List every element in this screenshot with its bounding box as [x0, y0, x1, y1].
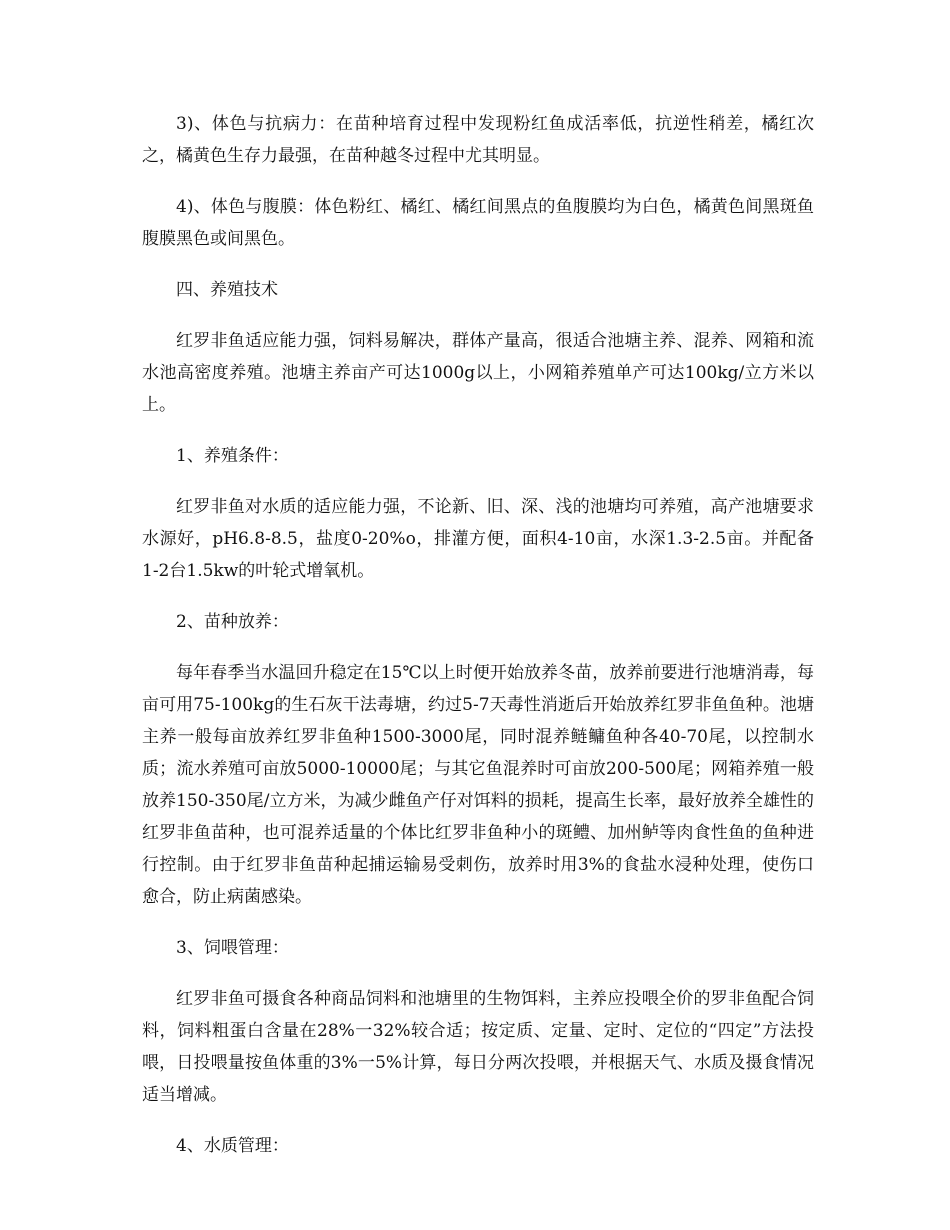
section-heading-farming-technique: 四、养殖技术 [176, 280, 278, 300]
subheading-farming-conditions: 1、养殖条件： [176, 446, 289, 466]
document-body [142, 108, 814, 1181]
paragraph-color-peritoneum: 4)、体色与腹膜：体色粉红、橘红、橘红间黑点的鱼腹膜均为白色，橘黄色间黑斑鱼腹膜黑色或间黑色。 [142, 197, 814, 249]
subheading-feeding-management: 3、饲喂管理： [176, 938, 289, 958]
subheading-water-quality-management: 4、水质管理： [176, 1136, 289, 1156]
paragraph-color-disease-resistance: 3)、体色与抗病力：在苗种培育过程中发现粉红鱼成活率低，抗逆性稍差，橘红次之，橘黄色生存力最强，在苗种越冬过程中尤其明显。 [142, 114, 814, 166]
subheading-fry-stocking: 2、苗种放养： [176, 612, 289, 632]
paragraph-feeding-details: 红罗非鱼可摄食各种商品饲料和池塘里的生物饵料，主养应投喂全价的罗非鱼配合饲料，饲料粗蛋白含量在28%一32%较合适；按定质、定量、定时、定位的“四定”方法投喂，日投喂量按鱼体重的3%一5%计算，每日分两次投喂，并根据天气、水质及摄食情况适当增减。 [142, 989, 814, 1105]
paragraph-adaptability: 红罗非鱼适应能力强，饲料易解决，群体产量高，很适合池塘主养、混养、网箱和流水池高密度养殖。池塘主养亩产可达1000g以上，小网箱养殖单产可达100kg/立方米以上。 [142, 331, 814, 415]
paragraph-stocking-details: 每年春季当水温回升稳定在15℃以上时便开始放养冬苗，放养前要进行池塘消毒，每亩可用75-100kg的生石灰干法毒塘，约过5-7天毒性消逝后开始放养红罗非鱼鱼种。池塘主养一般每亩放养红罗非鱼种1500-3000尾，同时混养鲢鳙鱼种各40-70尾，以控制水质；流水养殖可亩放5000-10000尾；与其它鱼混养时可亩放200-500尾；网箱养殖一般放养150-350尾/立方米，为减少雌鱼产仔对饵料的损耗，提高生长率，最好放养全雄性的红罗非鱼苗种，也可混养适量的个体比红罗非鱼种小的斑鳢、加州鲈等肉食性鱼的鱼种进行控制。由于红罗非鱼苗种起捕运输易受刺伤，放养时用3%的食盐水浸种处理，使伤口愈合，防止病菌感染。 [142, 663, 814, 907]
paragraph-water-quality-requirements: 红罗非鱼对水质的适应能力强，不论新、旧、深、浅的池塘均可养殖，高产池塘要求水源好，pH6.8-8.5，盐度0-20%o，排灌方便，面积4-10亩，水深1.3-2.5亩。并配备1-2台1.5kw的叶轮式增氧机。 [142, 497, 814, 581]
